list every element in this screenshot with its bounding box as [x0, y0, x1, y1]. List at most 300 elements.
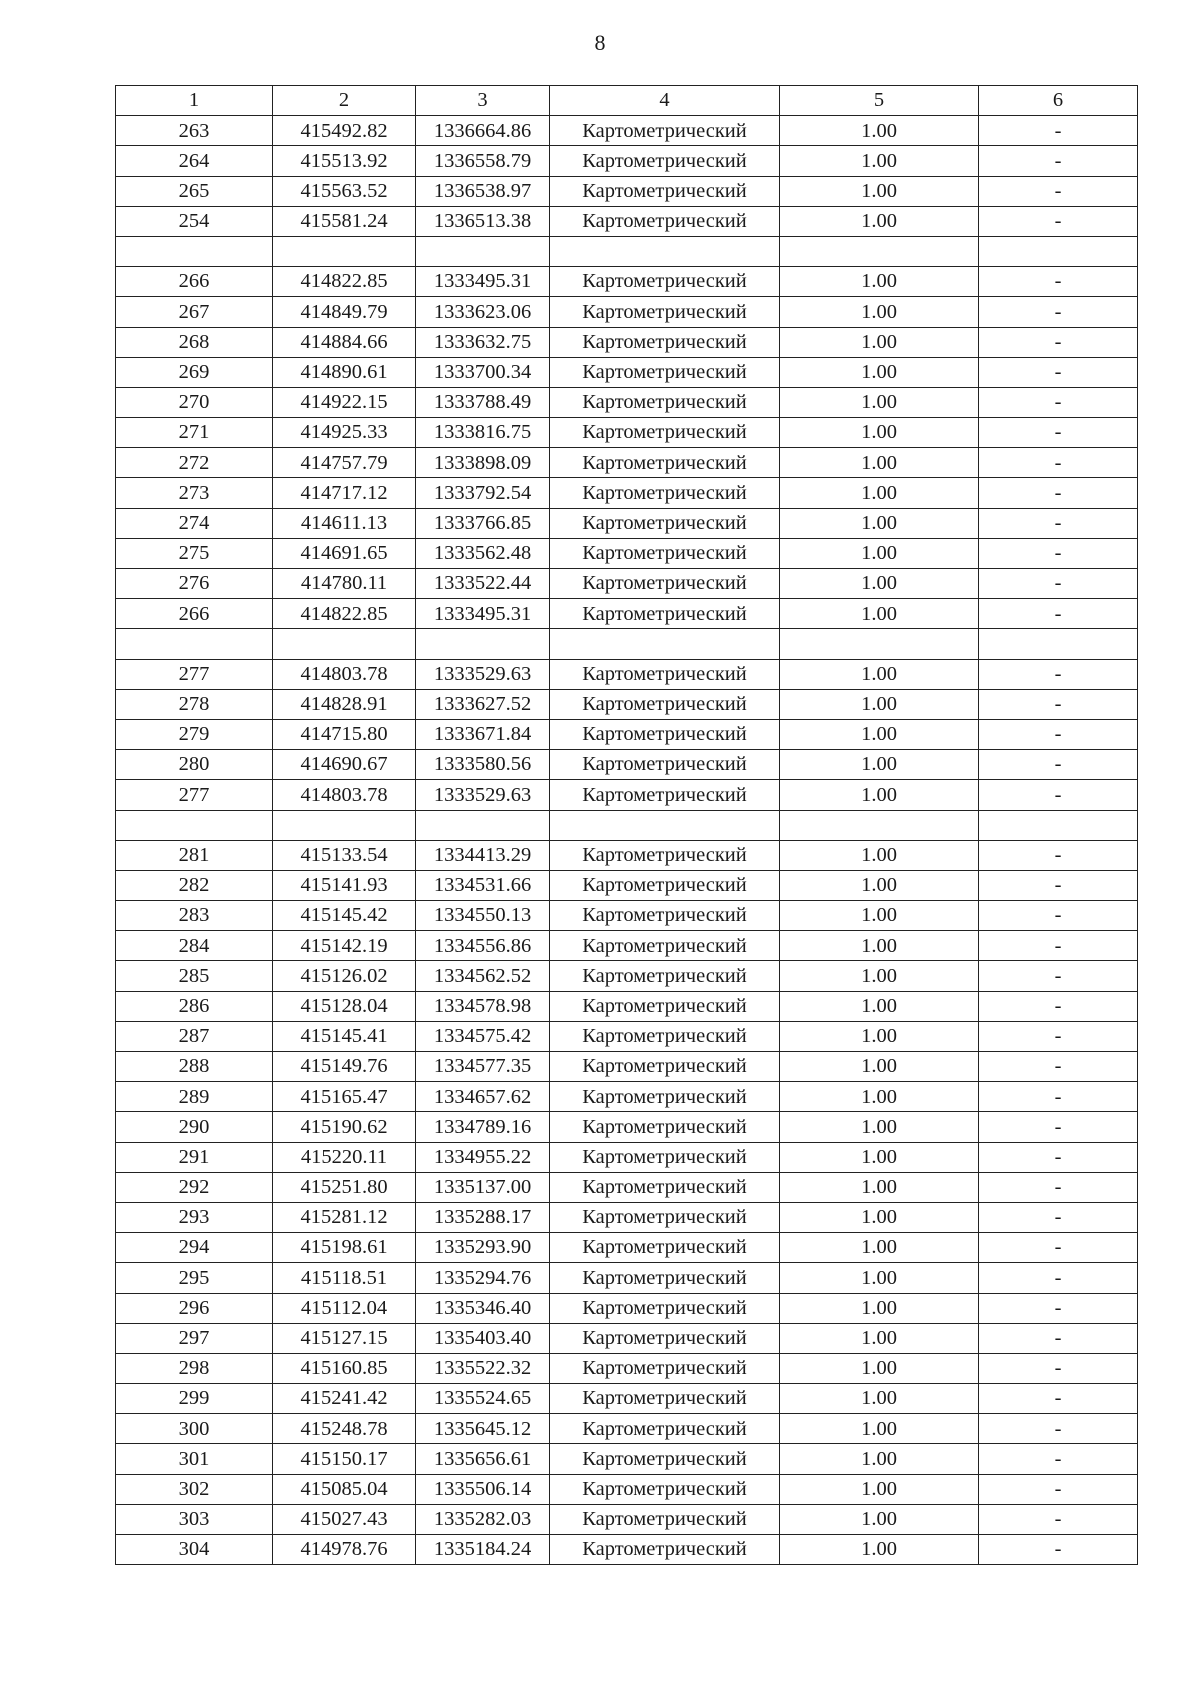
- table-row: [116, 1052, 1138, 1082]
- x-coordinate-cell: 414822.85: [273, 267, 416, 297]
- x-coordinate-cell: 415165.47: [273, 1082, 416, 1112]
- note-cell: -: [979, 1353, 1138, 1383]
- note-cell: -: [979, 659, 1138, 689]
- point-number-cell: 267: [116, 297, 273, 327]
- table-row: [116, 1353, 1138, 1383]
- y-coordinate-cell: 1333671.84: [416, 719, 550, 749]
- table-row: [116, 448, 1138, 478]
- note-cell: [979, 629, 1138, 659]
- table-row: [116, 961, 1138, 991]
- note-cell: -: [979, 418, 1138, 448]
- table-row: [116, 508, 1138, 538]
- y-coordinate-cell: 1334955.22: [416, 1142, 550, 1172]
- method-cell: Картометрический: [550, 357, 780, 387]
- accuracy-cell: 1.00: [780, 1021, 979, 1051]
- table-row: [116, 1323, 1138, 1353]
- point-number-cell: 286: [116, 991, 273, 1021]
- table-row: [116, 478, 1138, 508]
- note-cell: -: [979, 991, 1138, 1021]
- method-cell: Картометрический: [550, 659, 780, 689]
- x-coordinate-cell: 414715.80: [273, 719, 416, 749]
- x-coordinate-cell: 415513.92: [273, 146, 416, 176]
- method-cell: Картометрический: [550, 1384, 780, 1414]
- accuracy-cell: 1.00: [780, 1082, 979, 1112]
- point-number-cell: 301: [116, 1444, 273, 1474]
- x-coordinate-cell: 414803.78: [273, 780, 416, 810]
- note-cell: -: [979, 840, 1138, 870]
- point-number-cell: 277: [116, 780, 273, 810]
- accuracy-cell: 1.00: [780, 206, 979, 236]
- method-cell: Картометрический: [550, 146, 780, 176]
- accuracy-cell: 1.00: [780, 750, 979, 780]
- note-cell: -: [979, 267, 1138, 297]
- y-coordinate-cell: 1335294.76: [416, 1263, 550, 1293]
- y-coordinate-cell: 1334531.66: [416, 870, 550, 900]
- x-coordinate-cell: 415160.85: [273, 1353, 416, 1383]
- point-number-cell: 279: [116, 719, 273, 749]
- y-coordinate-cell: 1333495.31: [416, 599, 550, 629]
- x-coordinate-cell: [273, 629, 416, 659]
- accuracy-cell: 1.00: [780, 267, 979, 297]
- x-coordinate-cell: 415128.04: [273, 991, 416, 1021]
- accuracy-cell: 1.00: [780, 448, 979, 478]
- note-cell: -: [979, 1384, 1138, 1414]
- accuracy-cell: [780, 629, 979, 659]
- x-coordinate-cell: 414922.15: [273, 387, 416, 417]
- y-coordinate-cell: 1335506.14: [416, 1474, 550, 1504]
- x-coordinate-cell: 414828.91: [273, 689, 416, 719]
- page-number: 8: [594, 30, 606, 55]
- point-number-cell: 264: [116, 146, 273, 176]
- accuracy-cell: 1.00: [780, 1172, 979, 1202]
- point-number-cell: 302: [116, 1474, 273, 1504]
- column-header-4: 4: [550, 86, 780, 116]
- column-header-1: 1: [116, 86, 273, 116]
- table-row: [116, 1082, 1138, 1112]
- method-cell: Картометрический: [550, 1082, 780, 1112]
- accuracy-cell: 1.00: [780, 719, 979, 749]
- method-cell: Картометрический: [550, 599, 780, 629]
- coordinates-table: [115, 85, 1138, 1565]
- table-row: [116, 599, 1138, 629]
- point-number-cell: 276: [116, 569, 273, 599]
- point-number-cell: 265: [116, 176, 273, 206]
- note-cell: -: [979, 569, 1138, 599]
- table-header: [116, 86, 1138, 116]
- table-row: [116, 1021, 1138, 1051]
- accuracy-cell: 1.00: [780, 327, 979, 357]
- x-coordinate-cell: 415149.76: [273, 1052, 416, 1082]
- note-cell: -: [979, 206, 1138, 236]
- table-row: [116, 116, 1138, 146]
- accuracy-cell: 1.00: [780, 901, 979, 931]
- method-cell: Картометрический: [550, 1202, 780, 1232]
- note-cell: -: [979, 1504, 1138, 1534]
- accuracy-cell: 1.00: [780, 1202, 979, 1232]
- point-number-cell: 283: [116, 901, 273, 931]
- y-coordinate-cell: 1333562.48: [416, 538, 550, 568]
- accuracy-cell: 1.00: [780, 931, 979, 961]
- table-row: [116, 840, 1138, 870]
- column-header-5: 5: [780, 86, 979, 116]
- method-cell: Картометрический: [550, 1323, 780, 1353]
- method-cell: Картометрический: [550, 1535, 780, 1565]
- method-cell: Картометрический: [550, 1172, 780, 1202]
- x-coordinate-cell: 415281.12: [273, 1202, 416, 1232]
- point-number-cell: 272: [116, 448, 273, 478]
- x-coordinate-cell: 415563.52: [273, 176, 416, 206]
- y-coordinate-cell: 1334657.62: [416, 1082, 550, 1112]
- table-separator-row: [116, 810, 1138, 840]
- point-number-cell: 266: [116, 599, 273, 629]
- point-number-cell: [116, 810, 273, 840]
- x-coordinate-cell: 414691.65: [273, 538, 416, 568]
- method-cell: Картометрический: [550, 569, 780, 599]
- method-cell: Картометрический: [550, 1052, 780, 1082]
- accuracy-cell: [780, 810, 979, 840]
- table-separator-row: [116, 629, 1138, 659]
- accuracy-cell: 1.00: [780, 659, 979, 689]
- method-cell: Картометрический: [550, 901, 780, 931]
- x-coordinate-cell: 414822.85: [273, 599, 416, 629]
- table-row: [116, 1474, 1138, 1504]
- point-number-cell: 268: [116, 327, 273, 357]
- y-coordinate-cell: 1333529.63: [416, 780, 550, 810]
- table-row: [116, 267, 1138, 297]
- note-cell: -: [979, 961, 1138, 991]
- y-coordinate-cell: [416, 629, 550, 659]
- x-coordinate-cell: 415141.93: [273, 870, 416, 900]
- y-coordinate-cell: 1333700.34: [416, 357, 550, 387]
- column-header-2: 2: [273, 86, 416, 116]
- point-number-cell: 289: [116, 1082, 273, 1112]
- method-cell: Картометрический: [550, 1112, 780, 1142]
- accuracy-cell: 1.00: [780, 840, 979, 870]
- point-number-cell: 266: [116, 267, 273, 297]
- table-row: [116, 901, 1138, 931]
- point-number-cell: [116, 629, 273, 659]
- note-cell: -: [979, 1535, 1138, 1565]
- note-cell: [979, 810, 1138, 840]
- note-cell: -: [979, 1293, 1138, 1323]
- table-body: [116, 116, 1138, 1565]
- accuracy-cell: 1.00: [780, 1052, 979, 1082]
- y-coordinate-cell: 1333788.49: [416, 387, 550, 417]
- point-number-cell: 285: [116, 961, 273, 991]
- y-coordinate-cell: 1333816.75: [416, 418, 550, 448]
- note-cell: -: [979, 750, 1138, 780]
- x-coordinate-cell: 415142.19: [273, 931, 416, 961]
- note-cell: -: [979, 1172, 1138, 1202]
- table-separator-row: [116, 236, 1138, 266]
- x-coordinate-cell: 414611.13: [273, 508, 416, 538]
- accuracy-cell: [780, 236, 979, 266]
- method-cell: Картометрический: [550, 961, 780, 991]
- y-coordinate-cell: 1336538.97: [416, 176, 550, 206]
- y-coordinate-cell: 1333580.56: [416, 750, 550, 780]
- point-number-cell: 280: [116, 750, 273, 780]
- accuracy-cell: 1.00: [780, 1353, 979, 1383]
- y-coordinate-cell: 1335524.65: [416, 1384, 550, 1414]
- accuracy-cell: 1.00: [780, 1504, 979, 1534]
- method-cell: Картометрический: [550, 1021, 780, 1051]
- accuracy-cell: 1.00: [780, 1263, 979, 1293]
- method-cell: Картометрический: [550, 478, 780, 508]
- note-cell: -: [979, 1233, 1138, 1263]
- table-row: [116, 1444, 1138, 1474]
- table-row: [116, 689, 1138, 719]
- table-row: [116, 750, 1138, 780]
- point-number-cell: 273: [116, 478, 273, 508]
- y-coordinate-cell: [416, 810, 550, 840]
- accuracy-cell: 1.00: [780, 569, 979, 599]
- note-cell: [979, 236, 1138, 266]
- y-coordinate-cell: 1335137.00: [416, 1172, 550, 1202]
- note-cell: -: [979, 1112, 1138, 1142]
- method-cell: Картометрический: [550, 176, 780, 206]
- accuracy-cell: 1.00: [780, 297, 979, 327]
- x-coordinate-cell: 414978.76: [273, 1535, 416, 1565]
- note-cell: -: [979, 1323, 1138, 1353]
- table-row: [116, 146, 1138, 176]
- note-cell: -: [979, 870, 1138, 900]
- point-number-cell: 274: [116, 508, 273, 538]
- y-coordinate-cell: 1334789.16: [416, 1112, 550, 1142]
- accuracy-cell: 1.00: [780, 599, 979, 629]
- accuracy-cell: 1.00: [780, 538, 979, 568]
- table-row: [116, 1202, 1138, 1232]
- x-coordinate-cell: 414690.67: [273, 750, 416, 780]
- method-cell: [550, 629, 780, 659]
- x-coordinate-cell: 415198.61: [273, 1233, 416, 1263]
- note-cell: -: [979, 1082, 1138, 1112]
- point-number-cell: 297: [116, 1323, 273, 1353]
- table-row: [116, 1384, 1138, 1414]
- method-cell: Картометрический: [550, 508, 780, 538]
- table-row: [116, 991, 1138, 1021]
- table-row: [116, 297, 1138, 327]
- note-cell: -: [979, 719, 1138, 749]
- y-coordinate-cell: 1335403.40: [416, 1323, 550, 1353]
- y-coordinate-cell: 1334550.13: [416, 901, 550, 931]
- x-coordinate-cell: [273, 810, 416, 840]
- x-coordinate-cell: 415251.80: [273, 1172, 416, 1202]
- method-cell: Картометрический: [550, 1353, 780, 1383]
- method-cell: Картометрический: [550, 206, 780, 236]
- y-coordinate-cell: 1335346.40: [416, 1293, 550, 1323]
- y-coordinate-cell: 1333766.85: [416, 508, 550, 538]
- method-cell: Картометрический: [550, 387, 780, 417]
- y-coordinate-cell: 1336558.79: [416, 146, 550, 176]
- point-number-cell: 298: [116, 1353, 273, 1383]
- accuracy-cell: 1.00: [780, 1293, 979, 1323]
- note-cell: -: [979, 599, 1138, 629]
- y-coordinate-cell: 1333898.09: [416, 448, 550, 478]
- x-coordinate-cell: [273, 236, 416, 266]
- accuracy-cell: 1.00: [780, 387, 979, 417]
- x-coordinate-cell: 415145.41: [273, 1021, 416, 1051]
- method-cell: Картометрический: [550, 991, 780, 1021]
- note-cell: -: [979, 538, 1138, 568]
- table-row: [116, 1112, 1138, 1142]
- table-row: [116, 659, 1138, 689]
- point-number-cell: 292: [116, 1172, 273, 1202]
- point-number-cell: 291: [116, 1142, 273, 1172]
- y-coordinate-cell: 1336664.86: [416, 116, 550, 146]
- accuracy-cell: 1.00: [780, 780, 979, 810]
- point-number-cell: 270: [116, 387, 273, 417]
- note-cell: -: [979, 1021, 1138, 1051]
- table-row: [116, 176, 1138, 206]
- point-number-cell: 254: [116, 206, 273, 236]
- accuracy-cell: 1.00: [780, 146, 979, 176]
- x-coordinate-cell: 414803.78: [273, 659, 416, 689]
- point-number-cell: 303: [116, 1504, 273, 1534]
- table-row: [116, 357, 1138, 387]
- method-cell: Картометрический: [550, 1293, 780, 1323]
- x-coordinate-cell: 415085.04: [273, 1474, 416, 1504]
- point-number-cell: 288: [116, 1052, 273, 1082]
- method-cell: [550, 810, 780, 840]
- x-coordinate-cell: 414717.12: [273, 478, 416, 508]
- accuracy-cell: 1.00: [780, 176, 979, 206]
- point-number-cell: 284: [116, 931, 273, 961]
- method-cell: Картометрический: [550, 1474, 780, 1504]
- method-cell: Картометрический: [550, 297, 780, 327]
- accuracy-cell: 1.00: [780, 991, 979, 1021]
- note-cell: -: [979, 689, 1138, 719]
- y-coordinate-cell: 1335184.24: [416, 1535, 550, 1565]
- y-coordinate-cell: 1333623.06: [416, 297, 550, 327]
- method-cell: Картометрический: [550, 267, 780, 297]
- note-cell: -: [979, 1142, 1138, 1172]
- table-row: [116, 719, 1138, 749]
- table-row: [116, 870, 1138, 900]
- x-coordinate-cell: 415118.51: [273, 1263, 416, 1293]
- method-cell: Картометрический: [550, 1142, 780, 1172]
- point-number-cell: 287: [116, 1021, 273, 1051]
- table-row: [116, 1233, 1138, 1263]
- point-number-cell: 290: [116, 1112, 273, 1142]
- point-number-cell: 299: [116, 1384, 273, 1414]
- accuracy-cell: 1.00: [780, 508, 979, 538]
- header-row: [116, 86, 1138, 116]
- method-cell: Картометрический: [550, 448, 780, 478]
- accuracy-cell: 1.00: [780, 870, 979, 900]
- y-coordinate-cell: 1334562.52: [416, 961, 550, 991]
- x-coordinate-cell: 415133.54: [273, 840, 416, 870]
- x-coordinate-cell: 415190.62: [273, 1112, 416, 1142]
- table-row: [116, 418, 1138, 448]
- x-coordinate-cell: 415126.02: [273, 961, 416, 991]
- accuracy-cell: 1.00: [780, 357, 979, 387]
- method-cell: Картометрический: [550, 327, 780, 357]
- y-coordinate-cell: 1333529.63: [416, 659, 550, 689]
- note-cell: -: [979, 901, 1138, 931]
- accuracy-cell: 1.00: [780, 1414, 979, 1444]
- table-row: [116, 206, 1138, 236]
- x-coordinate-cell: 415150.17: [273, 1444, 416, 1474]
- x-coordinate-cell: 415220.11: [273, 1142, 416, 1172]
- x-coordinate-cell: 414884.66: [273, 327, 416, 357]
- column-header-6: 6: [979, 86, 1138, 116]
- method-cell: Картометрический: [550, 1504, 780, 1534]
- note-cell: -: [979, 508, 1138, 538]
- point-number-cell: 294: [116, 1233, 273, 1263]
- table-row: [116, 1504, 1138, 1534]
- table-row: [116, 1535, 1138, 1565]
- point-number-cell: 263: [116, 116, 273, 146]
- accuracy-cell: 1.00: [780, 418, 979, 448]
- point-number-cell: 269: [116, 357, 273, 387]
- accuracy-cell: 1.00: [780, 689, 979, 719]
- method-cell: Картометрический: [550, 116, 780, 146]
- y-coordinate-cell: 1335288.17: [416, 1202, 550, 1232]
- method-cell: Картометрический: [550, 870, 780, 900]
- method-cell: Картометрический: [550, 931, 780, 961]
- method-cell: Картометрический: [550, 1263, 780, 1293]
- x-coordinate-cell: 414849.79: [273, 297, 416, 327]
- point-number-cell: 278: [116, 689, 273, 719]
- y-coordinate-cell: 1335293.90: [416, 1233, 550, 1263]
- accuracy-cell: 1.00: [780, 1233, 979, 1263]
- point-number-cell: [116, 236, 273, 266]
- accuracy-cell: 1.00: [780, 1384, 979, 1414]
- x-coordinate-cell: 415112.04: [273, 1293, 416, 1323]
- x-coordinate-cell: 415248.78: [273, 1414, 416, 1444]
- method-cell: Картометрический: [550, 780, 780, 810]
- table-row: [116, 387, 1138, 417]
- y-coordinate-cell: 1335282.03: [416, 1504, 550, 1534]
- note-cell: -: [979, 780, 1138, 810]
- y-coordinate-cell: 1334577.35: [416, 1052, 550, 1082]
- x-coordinate-cell: 415581.24: [273, 206, 416, 236]
- point-number-cell: 271: [116, 418, 273, 448]
- note-cell: -: [979, 448, 1138, 478]
- accuracy-cell: 1.00: [780, 1444, 979, 1474]
- table-row: [116, 569, 1138, 599]
- method-cell: Картометрический: [550, 840, 780, 870]
- y-coordinate-cell: [416, 236, 550, 266]
- point-number-cell: 277: [116, 659, 273, 689]
- column-header-3: 3: [416, 86, 550, 116]
- y-coordinate-cell: 1333522.44: [416, 569, 550, 599]
- note-cell: -: [979, 297, 1138, 327]
- x-coordinate-cell: 415492.82: [273, 116, 416, 146]
- y-coordinate-cell: 1334413.29: [416, 840, 550, 870]
- y-coordinate-cell: 1333792.54: [416, 478, 550, 508]
- method-cell: [550, 236, 780, 266]
- x-coordinate-cell: 414757.79: [273, 448, 416, 478]
- accuracy-cell: 1.00: [780, 1142, 979, 1172]
- x-coordinate-cell: 415027.43: [273, 1504, 416, 1534]
- x-coordinate-cell: 415241.42: [273, 1384, 416, 1414]
- table-row: [116, 1142, 1138, 1172]
- table-row: [116, 1293, 1138, 1323]
- y-coordinate-cell: 1334556.86: [416, 931, 550, 961]
- accuracy-cell: 1.00: [780, 478, 979, 508]
- note-cell: -: [979, 1444, 1138, 1474]
- accuracy-cell: 1.00: [780, 1535, 979, 1565]
- y-coordinate-cell: 1333495.31: [416, 267, 550, 297]
- x-coordinate-cell: 414780.11: [273, 569, 416, 599]
- point-number-cell: 282: [116, 870, 273, 900]
- x-coordinate-cell: 415145.42: [273, 901, 416, 931]
- y-coordinate-cell: 1334578.98: [416, 991, 550, 1021]
- point-number-cell: 295: [116, 1263, 273, 1293]
- method-cell: Картометрический: [550, 1444, 780, 1474]
- method-cell: Картометрический: [550, 538, 780, 568]
